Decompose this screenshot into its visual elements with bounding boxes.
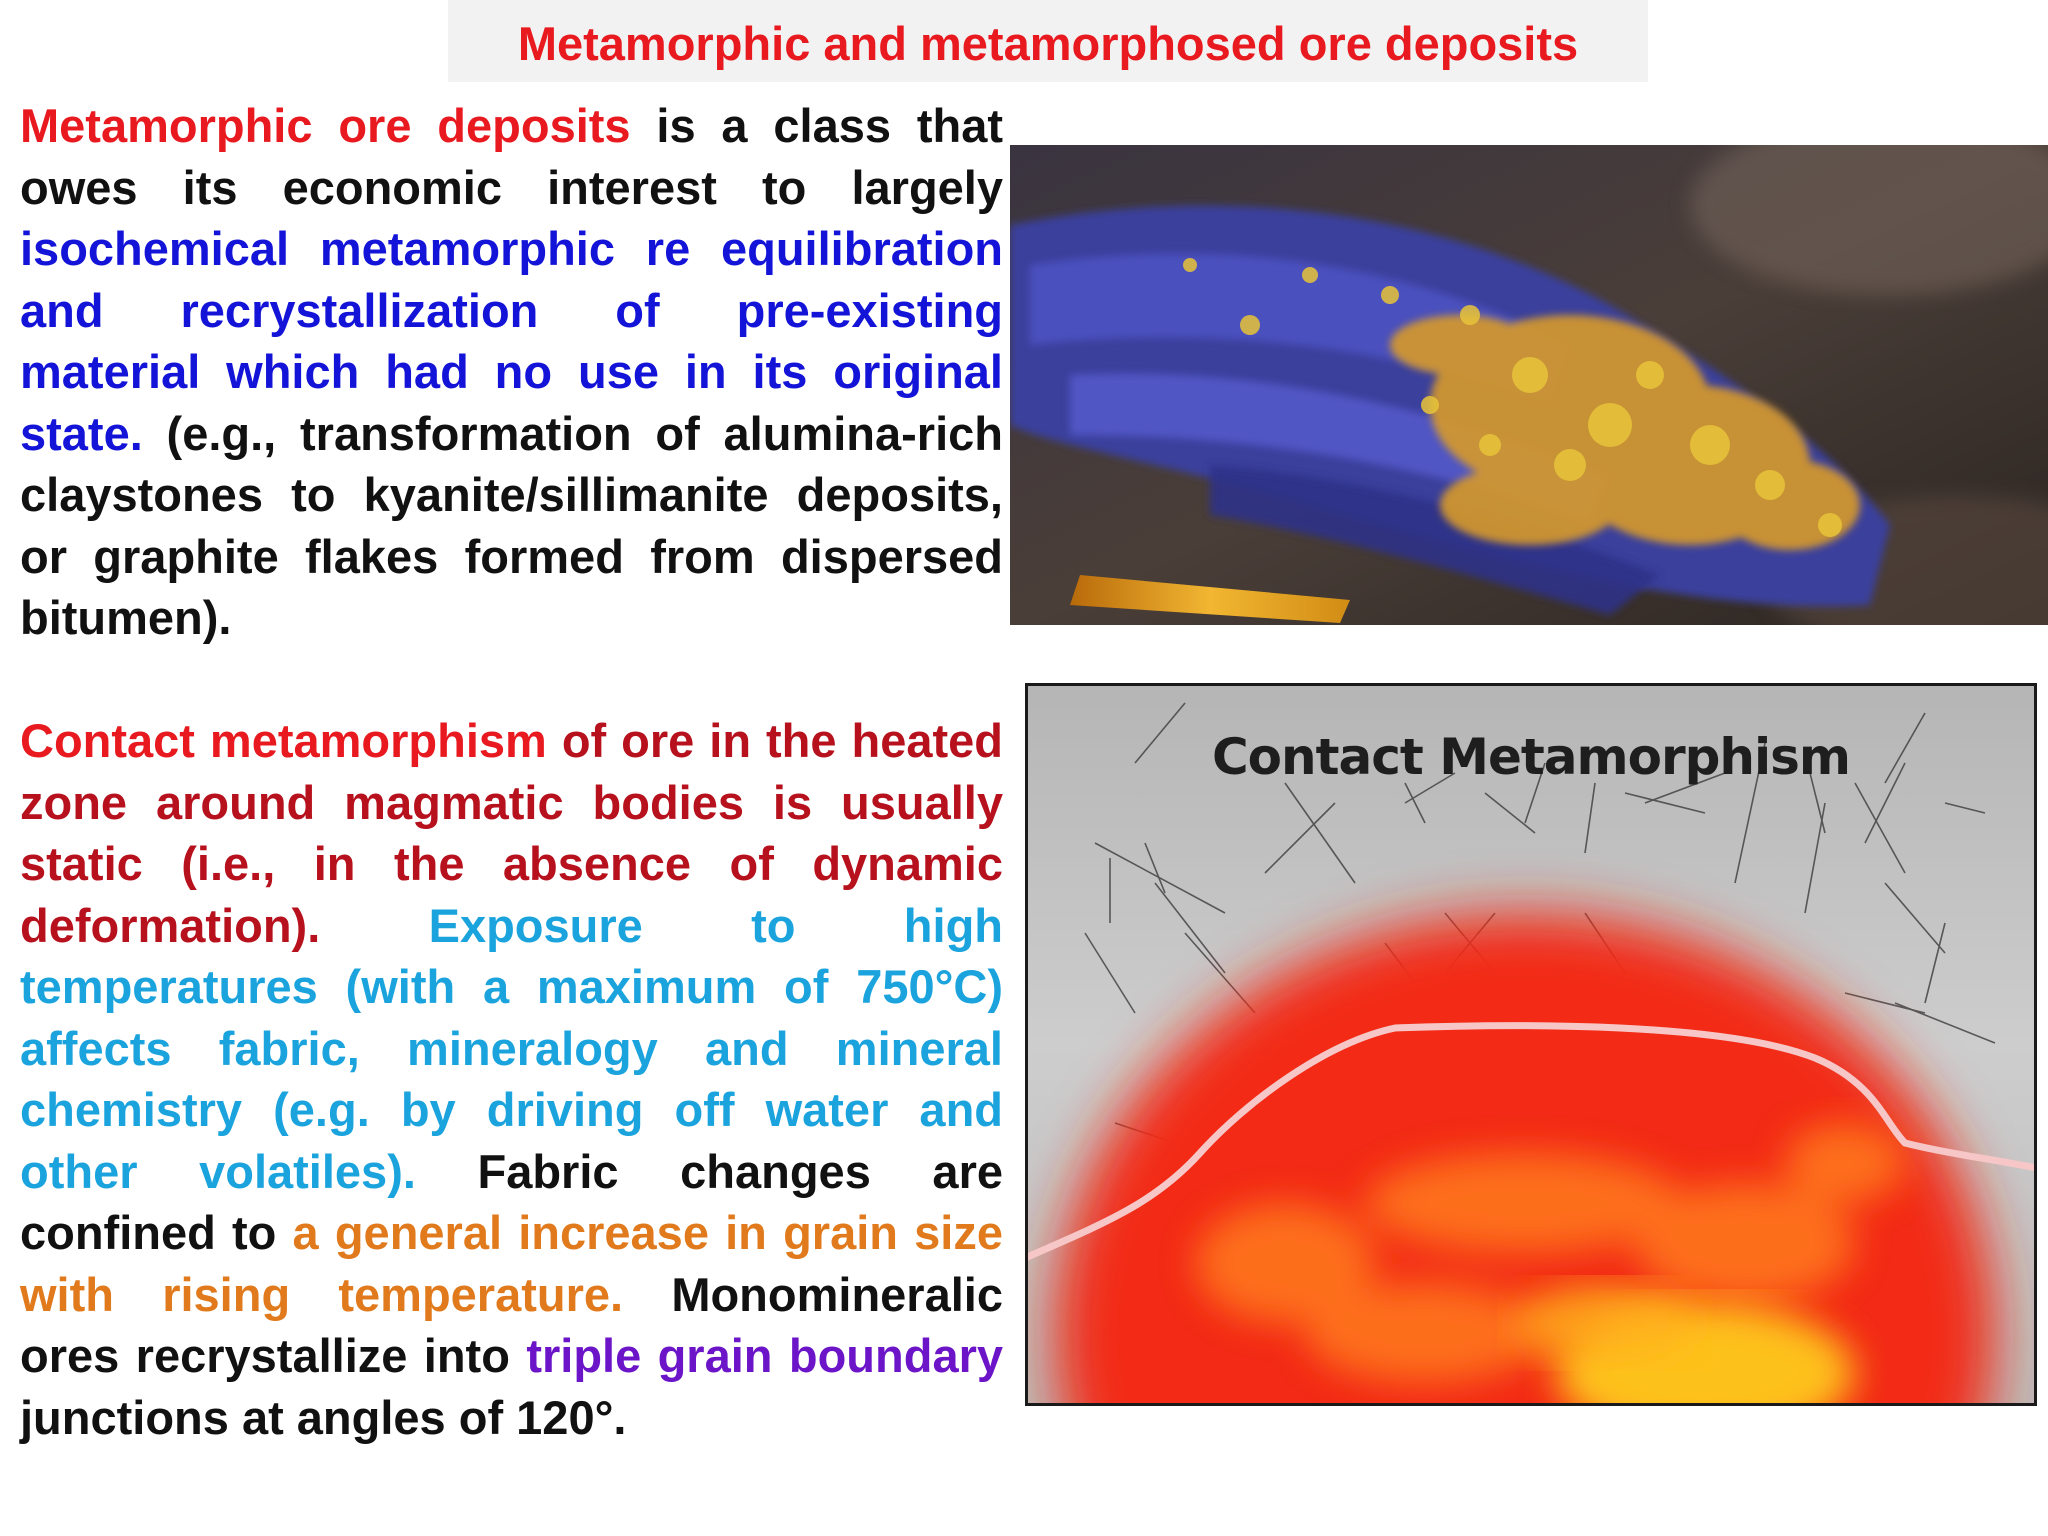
paragraph-metamorphic-ore-deposits <box>20 95 1003 649</box>
text-segment-junctions: junctions at angles of 120°. <box>20 1390 627 1444</box>
text-segment-monomineralic: Monomineralic ores recrystallize into <box>20 1267 1003 1382</box>
kyanite-rock-photo <box>1010 145 2048 625</box>
term-triple-grain-boundary: triple grain boundary <box>526 1329 1004 1382</box>
text-segment-examples: (e.g., transformation of alumina-rich claystones to kyanite/sillimanite deposits, or graphite flakes formed from dispersed bitumen). <box>20 406 1003 644</box>
highlight-isochemical: isochemical metamorphic re equilibration and recrystallization of pre-existing material which had no use in its original state. <box>20 222 1003 460</box>
highlight-grain-size: a general increase in grain size with rising temperature. <box>20 1206 1003 1321</box>
text-segment: is a class that owes its economic interest to largely <box>20 99 1004 214</box>
slide-title: Metamorphic and metamorphosed ore deposits <box>517 17 1579 70</box>
text-segment-fabric: Fabric changes are confined to <box>20 1144 1003 1259</box>
diagram-title: Contact Metamorphism <box>1211 728 1851 786</box>
term-metamorphic-ore-deposits: Metamorphic ore deposits <box>20 99 631 152</box>
term-contact-metamorphism: Contact metamorphism <box>20 714 547 767</box>
text-segment-exposure: Exposure to high temperatures (with a maximum of 750°C) affects fabric, mineralogy and mineral chemistry (e.g. by driving off water and other volatiles). <box>20 898 1003 1198</box>
contact-metamorphism-diagram <box>1025 683 2037 1406</box>
paragraph-contact-metamorphism <box>20 710 1003 1448</box>
text-segment-heated-zone: of ore in the heated zone around magmatic bodies is usually static (i.e., in the absence of dynamic deformation). <box>20 714 1003 952</box>
